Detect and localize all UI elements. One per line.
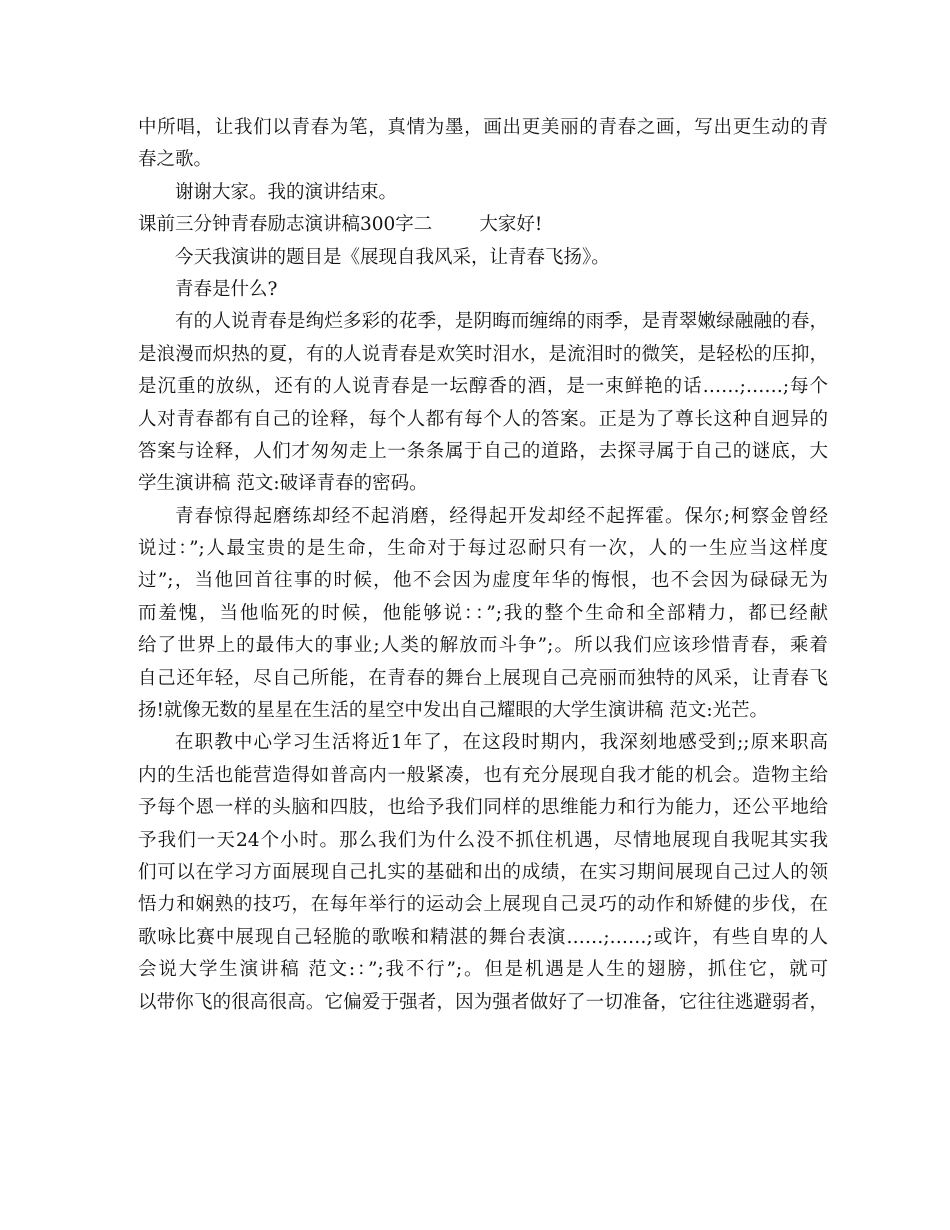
text-line: 人对青春都有自己的诠释，每个人都有每个人的答案。正是为了尊长这种自迥异的	[138, 408, 828, 430]
text-line: 在职教中心学习生活将近1年了，在这段时期内，我深刻地感受到;;原来职高	[175, 732, 828, 754]
text-line: 中所唱，让我们以青春为笔，真情为墨，画出更美丽的青春之画，写出更生动的青	[138, 117, 828, 138]
text-line: 青春是什么?	[175, 278, 278, 300]
text-line: 说过：”;人最宝贵的是生命，生命对于每过忍耐只有一次，人的一生应当这样度	[138, 538, 828, 560]
text-line: 有的人说青春是绚烂多彩的花季，是阴晦而缠绵的雨季，是青翠嫩绿融融的春，	[175, 311, 828, 333]
text-line: 青春惊得起磨练却经不起消磨，经得起开发却经不起挥霍。保尔;柯察金曾经	[175, 505, 828, 527]
text-line: 自己还年轻，尽自己所能，在青春的舞台上展现自己亮丽而独特的风采，让青春飞	[138, 667, 828, 689]
text-line: 悟力和娴熟的技巧，在每年举行的运动会上展现自己灵巧的动作和矫健的步伐，在	[138, 894, 828, 916]
text-line: 会说大学生演讲稿 范文:：”;我不行”;。但是机遇是人生的翅膀，抓住它，就可	[138, 959, 828, 981]
text-line: 是浪漫而炽热的夏，有的人说青春是欢笑时泪水，是流泪时的微笑，是轻松的压抑，	[138, 343, 828, 365]
text-line: 扬!就像无数的星星在生活的星空中发出自己耀眼的大学生演讲稿 范文:光芒。	[138, 700, 769, 722]
text-line: 而羞愧，当他临死的时候，他能够说：：”;我的整个生命和全部精力，都已经献	[138, 602, 828, 624]
text-line: 内的生活也能营造得如普高内一般紧凑，也有充分展现自我才能的机会。造物主给	[138, 764, 828, 786]
section-heading-line: 课前三分钟青春励志演讲稿300字二 大家好!	[138, 214, 543, 236]
text-line: 歌咏比赛中展现自己轻脆的歌喉和精湛的舞台表演……;……;或许，有些自卑的人	[138, 926, 828, 948]
text-line: 今天我演讲的题目是《展现自我风采，让青春飞扬》。	[175, 246, 610, 268]
text-line: 谢谢大家。我的演讲结束。	[175, 181, 398, 203]
text-line: 给了世界上的最伟大的事业;人类的解放而斗争”;。所以我们应该珍惜青春，乘着	[138, 635, 828, 657]
text-line: 们可以在学习方面展现自己扎实的基础和出的成绩，在实习期间展现自己过人的领	[138, 861, 828, 883]
text-line: 过”;，当他回首往事的时候，他不会因为虚度年华的悔恨，也不会因为碌碌无为	[138, 570, 828, 592]
document-body-text	[138, 112, 828, 1019]
text-line: 是沉重的放纵，还有的人说青春是一坛醇香的酒，是一束鲜艳的话……;……;每个	[138, 376, 828, 398]
text-line: 答案与诠释，人们才匆匆走上一条条属于自己的道路，去探寻属于自己的谜底，大	[138, 440, 828, 462]
text-line: 春之歌。	[138, 149, 213, 171]
text-line: 以带你飞的很高很高。它偏爱于强者，因为强者做好了一切准备，它往往逃避弱者，	[138, 991, 828, 1013]
text-line: 学生演讲稿 范文:破译青春的密码。	[138, 473, 428, 495]
text-line: 予每个恩一样的头脑和四肢，也给予我们同样的思维能力和行为能力，还公平地给	[138, 797, 828, 819]
text-line: 予我们一天24个小时。那么我们为什么没不抓住机遇，尽情地展现自我呢其实我	[138, 829, 828, 851]
